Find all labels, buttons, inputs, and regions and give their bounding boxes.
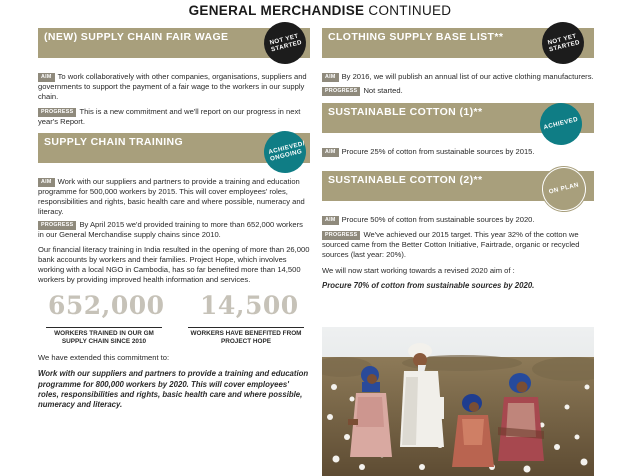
aim-text: Work with our suppliers and partners to provide a training and education programme for 500,000 workers by 2015. This will cover employees' roles, responsibilities and rights, basic health care and where possible, numeracy and literacy. [38,177,305,217]
on-plan-badge [537,162,590,215]
aim-tag: AIM [38,73,55,82]
achieved-ongoing-badge [260,127,311,178]
stat-number-workers-trained: 652,000 [48,291,165,321]
page-title [0,3,640,18]
progress-text: Not started. [363,86,403,96]
cotton2-progress [322,230,594,260]
title-light: CONTINUED [368,3,452,18]
not-yet-started-badge [538,18,589,69]
revised-aim: Procure 70% of cotton from sustainable sources by 2020. [322,281,535,291]
supply-base-progress [322,86,594,96]
stat-number-project-hope: 14,500 [200,291,299,321]
aim-text: By 2016, we will publish an annual list of our active clothing manufacturers. [341,72,594,81]
cotton-field-photo [322,327,594,476]
progress-tag: PROGRESS [38,221,76,230]
cotton1-header [322,103,594,133]
badge-label: ACHIEVED/ ONGOING [267,140,306,163]
left-column [38,28,310,410]
title-bold: GENERAL MERCHANDISE [188,3,365,18]
cotton-field-illustration [322,327,594,476]
training-progress [38,220,310,240]
cotton2-aim [322,215,594,225]
cotton1-title: SUSTAINABLE COTTON (1)** [328,106,483,119]
extended-text: We have extended this commitment to: [38,353,170,363]
cotton2-title: SUSTAINABLE COTTON (2)** [328,174,483,187]
stat-caption-workers-trained: WORKERS TRAINED IN OUR GM SUPPLY CHAIN SINCE 2010 [46,327,162,345]
aim-tag: AIM [322,148,339,157]
fair-wage-progress [38,107,310,127]
fair-wage-aim [38,72,310,102]
aim-text: Procure 50% of cotton from sustainable sources by 2020. [341,215,535,225]
not-yet-started-badge [260,18,311,69]
aim-text: To work collaboratively with other companies, organisations, suppliers and governments to support the payment of a fair wage to the workers in our supply chain. [38,72,307,102]
training-extra-text: Our financial literacy training in India resulted in the opening of more than 26,000 bank accounts by workers and their families. Project Hope, which involves working with a local NGO in Cambodia, has so far benefited more than 14,500 workers by providing improved health information and services. [38,245,310,285]
fair-wage-title: (NEW) SUPPLY CHAIN FAIR WAGE [44,31,229,43]
badge-label: NOT YET STARTED [546,32,581,54]
stat-caption-project-hope: WORKERS HAVE BENEFITED FROM PROJECT HOPE [188,327,304,345]
aim-tag: AIM [38,178,55,187]
aim-text: Procure 25% of cotton from sustainable sources by 2015. [341,147,535,157]
revised-text: We will now start working towards a revised 2020 aim of : [322,266,515,276]
training-header [38,133,310,163]
supply-base-aim [322,72,594,82]
supply-base-header [322,28,594,58]
training-title: SUPPLY CHAIN TRAINING [44,136,184,149]
progress-text: By April 2015 we'd provided training to more than 652,000 workers in our General Merchandise supply chains since 2010. [38,220,303,240]
fair-wage-header [38,28,310,58]
aim-tag: AIM [322,216,339,225]
progress-tag: PROGRESS [322,231,360,240]
supply-base-title: CLOTHING SUPPLY BASE LIST** [328,31,504,43]
progress-text: We've achieved our 2015 target. This year 32% of the cotton we sourced came from the Better Cotton Initiative, Fairtrade, organic or recycled sources (last year: 20%). [322,230,580,260]
training-aim [38,177,310,217]
badge-label: ON PLAN [548,181,580,197]
badge-label: ACHIEVED [543,116,579,132]
aim-tag: AIM [322,73,339,82]
progress-text: This is a new commitment and we'll report on our progress in next year's Report. [38,107,301,127]
stats-block [38,285,310,345]
right-column [322,28,594,291]
progress-tag: PROGRESS [38,108,76,117]
achieved-badge [536,99,587,150]
progress-tag: PROGRESS [322,87,360,96]
cotton1-aim [322,147,594,157]
cotton2-header [322,171,594,201]
badge-label: NOT YET STARTED [268,32,303,54]
extended-commitment: Work with our suppliers and partners to provide a training and education programme for 800,000 workers by 2020. This will cover employees' roles, responsibilities and rights, basic health care and where possible, numeracy and literacy. [38,369,309,410]
